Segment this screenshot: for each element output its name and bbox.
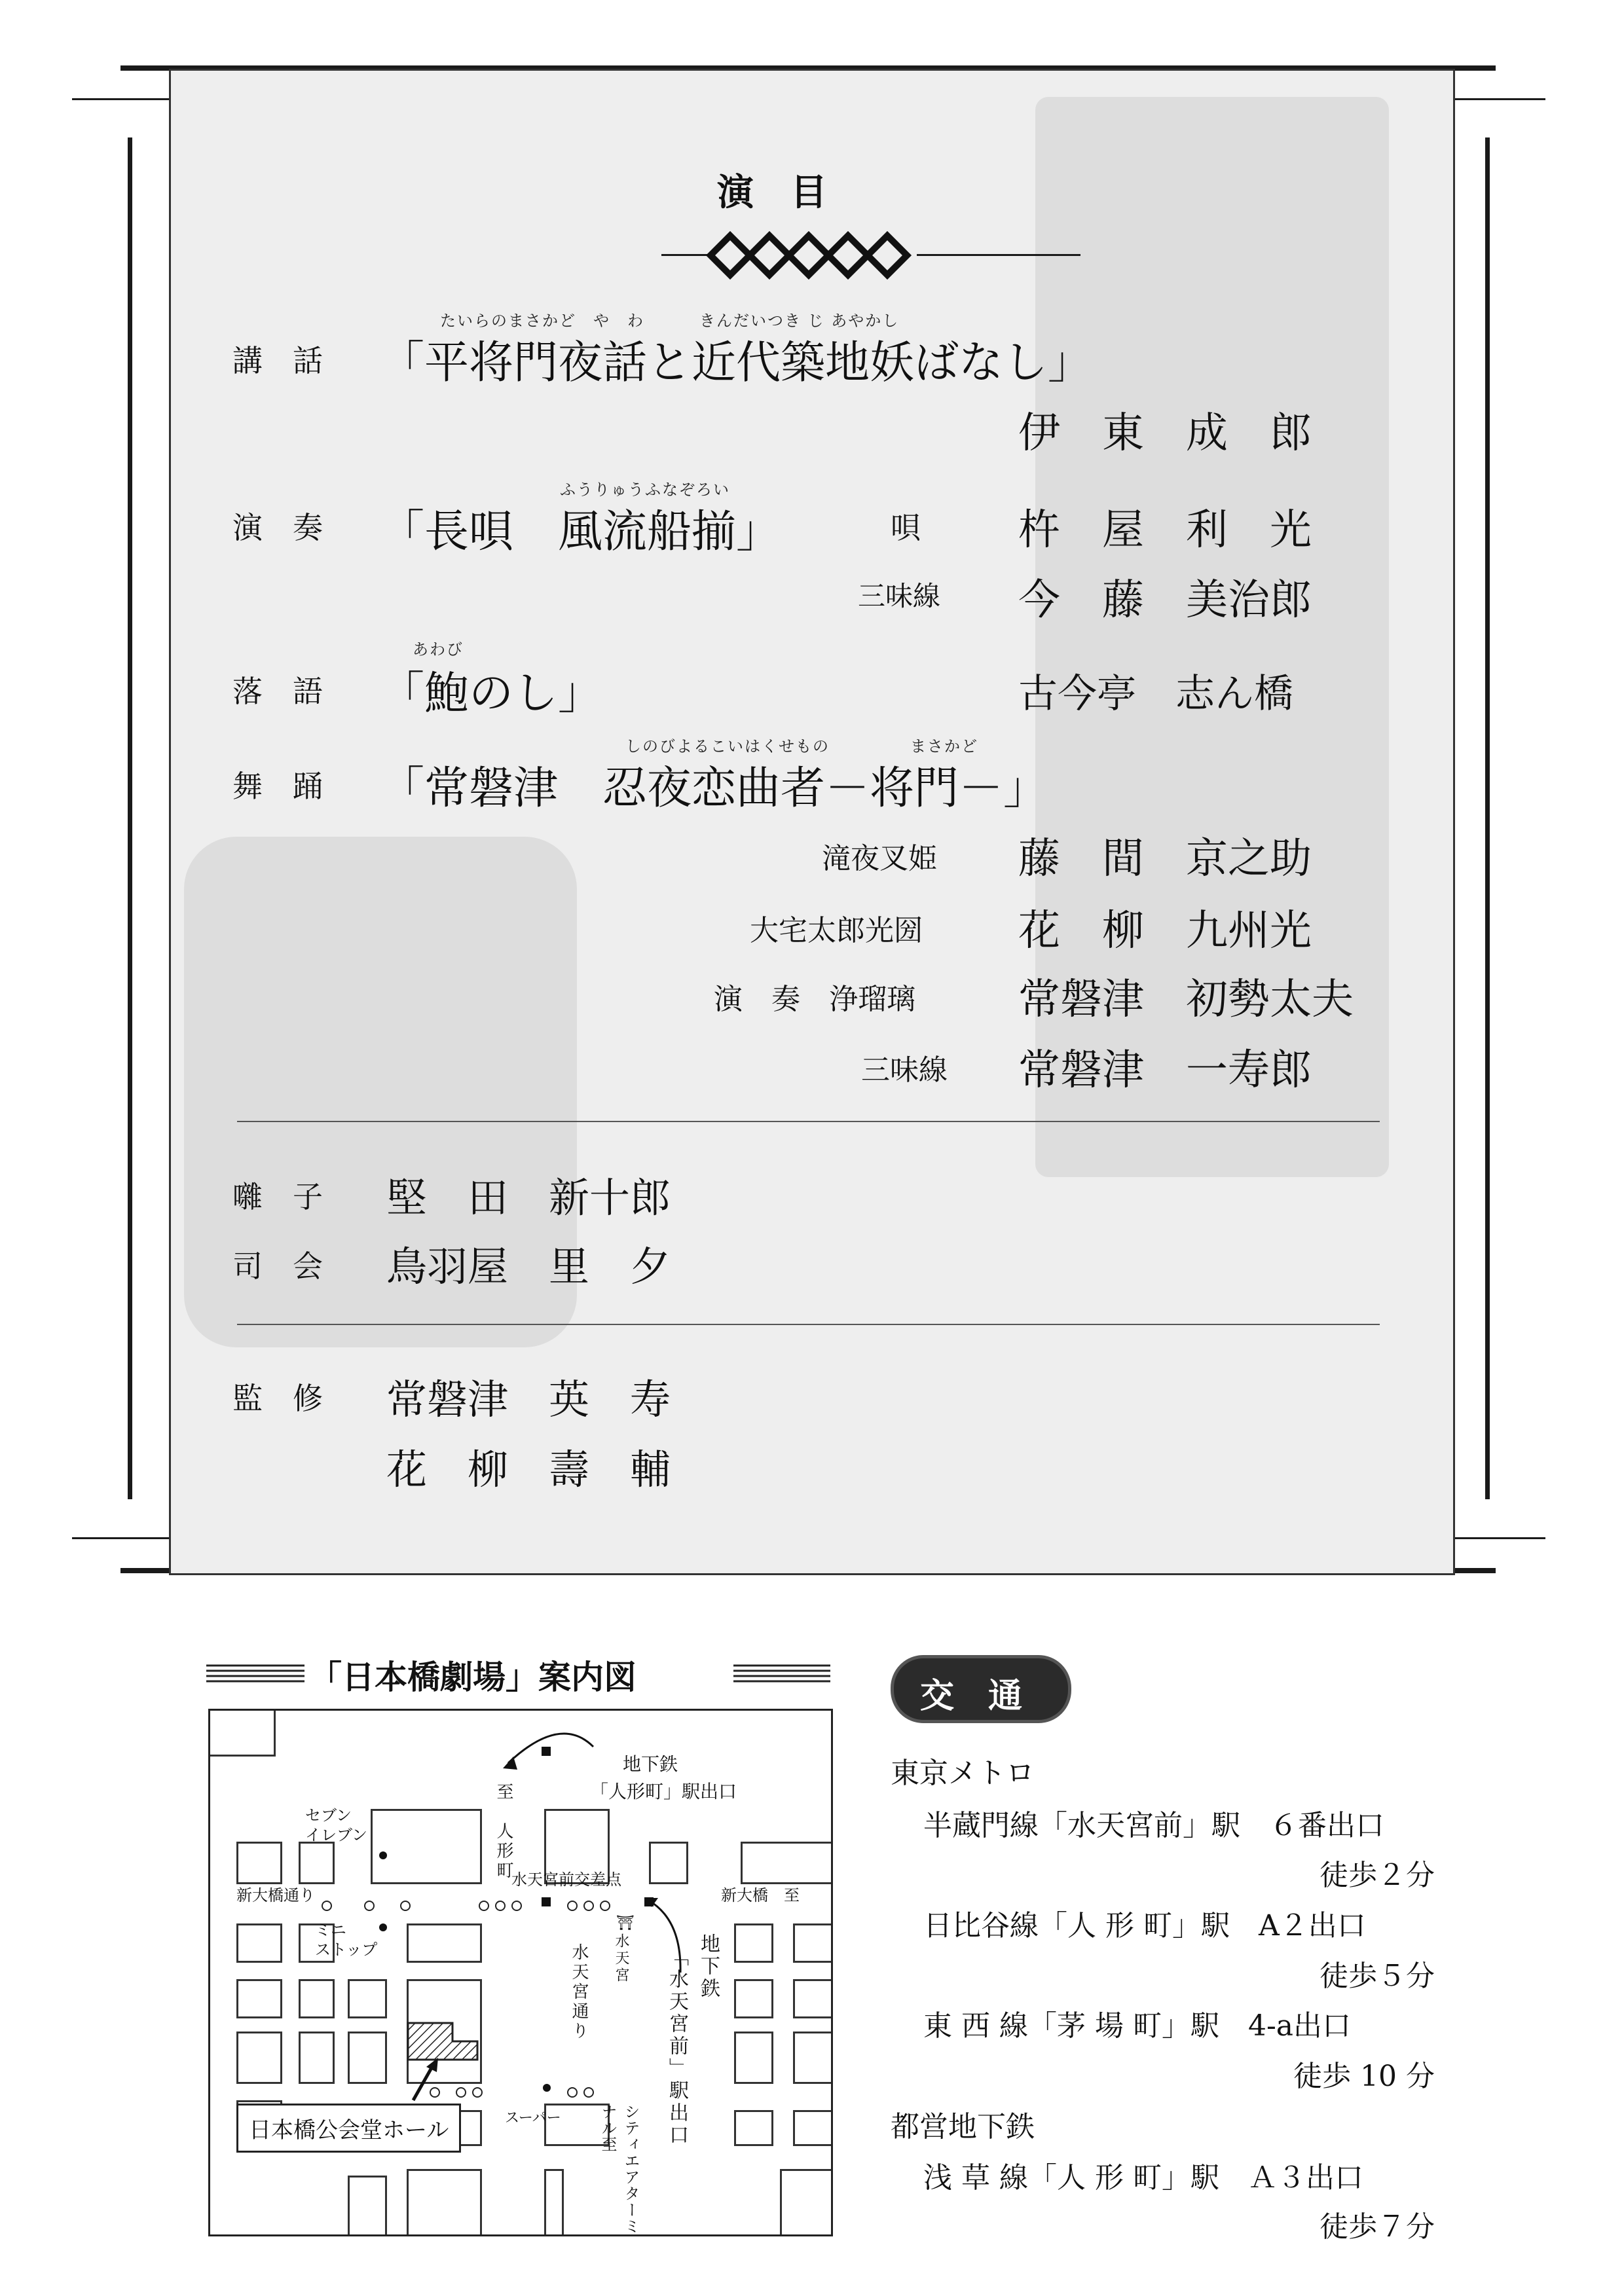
subway-route-dot — [511, 1901, 522, 1911]
map-block — [348, 1979, 387, 2018]
subway-route-dot — [364, 1901, 375, 1911]
map-label-shin-ohashi-dori: 新大橋通り — [236, 1886, 315, 1904]
transport-line-10: 徒歩７分 — [1320, 2210, 1435, 2244]
item2-performer-2: 今 藤 美治郎 — [1018, 576, 1312, 625]
suitengumae-exit-arrow-icon — [642, 1894, 695, 1979]
map-marker-exit — [542, 1747, 551, 1756]
item4-category: 舞 踊 — [232, 769, 323, 804]
map-marker-exit — [542, 1897, 551, 1906]
staff-role-2: 司 会 — [232, 1248, 323, 1284]
map-block — [299, 2032, 335, 2084]
map-marker-exit — [644, 1897, 654, 1906]
item4-title: 「常磐津 忍夜恋曲者－将門－」 — [380, 763, 1048, 814]
map-title-lines-left-icon — [206, 1663, 304, 1683]
map-block — [236, 2032, 282, 2084]
transport-line-6: 東 西 線「茅 場 町」駅 4-a出口 — [923, 2009, 1352, 2043]
subway-route-dot — [400, 1901, 411, 1911]
subway-route-dot — [583, 2087, 594, 2098]
map-label-suitengu-dori: 水天宮通り — [569, 1943, 589, 2041]
heading-ornament-icon — [704, 229, 920, 282]
item4-performer-3: 常磐津 初勢太夫 — [1018, 975, 1354, 1024]
map-block — [793, 2032, 833, 2084]
map-label-hall: 日本橋公会堂ホール — [236, 2104, 461, 2153]
map-label-shin-ohashi-to: 新大橋 至 — [721, 1886, 800, 1904]
transport-heading: 交 通 — [920, 1677, 1023, 1716]
transport-line-9: 浅 草 線「人 形 町」駅 Ａ３出口 — [923, 2161, 1363, 2195]
program-panel — [169, 69, 1455, 1575]
map-block — [793, 1979, 833, 2018]
map-label-city-air-terminal: シティエアターミナル至 — [599, 2104, 640, 2234]
subway-route-dot — [583, 1901, 594, 1911]
item4-role-1: 滝夜叉姫 — [822, 842, 937, 875]
subway-route-dot — [479, 1901, 489, 1911]
supervision-name-2: 花 柳 壽 輔 — [386, 1446, 671, 1493]
subway-route-dot — [456, 2087, 466, 2098]
map-block — [793, 2110, 833, 2146]
supervision-role: 監 修 — [232, 1381, 323, 1416]
map-block — [208, 1709, 276, 1757]
map-block — [734, 2032, 773, 2084]
hall-pointer-arrow-icon — [407, 2058, 446, 2104]
map-title-lines-right-icon — [733, 1663, 830, 1683]
map-label-ningyocho-exit: 「人形町」駅出口 — [590, 1781, 737, 1802]
map-label-suitengumae-exit: 「水天宮前」駅出口 — [665, 1946, 688, 2147]
item3-performer-1: 古今亭 志ん橋 — [1018, 671, 1293, 717]
map-block — [649, 1842, 688, 1884]
map-block — [299, 1842, 335, 1884]
item1-ruby-1: たいらのまさかど や わ — [440, 312, 644, 330]
transport-line-4: 日比谷線「人 形 町」駅 A２出口 — [923, 1909, 1366, 1942]
item4-role-3: 演 奏 浄瑠璃 — [714, 983, 915, 1016]
item3-title: 「鮑のし」 — [380, 668, 603, 720]
item4-performer-4: 常磐津 一寿郎 — [1018, 1046, 1312, 1095]
map-block — [741, 1842, 833, 1884]
map-block — [793, 1923, 833, 1963]
map-block — [780, 2169, 833, 2236]
item2-role-2: 三味線 — [858, 580, 941, 612]
map-label-to-ningyocho: 至 人形町 — [494, 1783, 513, 1881]
frame-left-rule — [128, 137, 132, 1499]
map-label-intersection: 水天宮前交差点 — [511, 1870, 621, 1889]
map-label-subway-ningyocho: 地下鉄 — [623, 1753, 678, 1775]
item4-performer-2: 花 柳 九州光 — [1018, 907, 1312, 955]
map-label-subway2: 地下鉄 — [697, 1933, 720, 2000]
frame-right-rule — [1485, 137, 1490, 1499]
map-block — [407, 1923, 482, 1963]
map-marker-store — [379, 1923, 387, 1931]
subway-route-dot — [567, 1901, 578, 1911]
transport-line-7: 徒歩 10 分 — [1293, 2060, 1435, 2093]
map-block — [407, 2169, 482, 2236]
map-marker-store — [543, 2084, 551, 2092]
map-block — [236, 1923, 282, 1963]
item2-category: 演 奏 — [232, 510, 323, 545]
program-heading: 演 目 — [717, 171, 827, 214]
subway-route-dot — [430, 2087, 440, 2098]
map-block — [734, 1979, 773, 2018]
transport-line-1: 東京メトロ — [891, 1757, 1035, 1790]
transport-line-8: 都営地下鉄 — [891, 2110, 1035, 2143]
item1-performer-1: 伊 東 成 郎 — [1018, 409, 1312, 458]
item2-ruby-1: ふうりゅうふなぞろい — [560, 481, 730, 499]
item3-ruby-1: あわび — [413, 640, 464, 659]
item1-ruby-2: きんだいつき じ あやかし — [699, 312, 900, 330]
staff-name-2: 鳥羽屋 里 夕 — [386, 1243, 671, 1290]
item2-role-1: 唄 — [891, 510, 921, 545]
transport-line-3: 徒歩２分 — [1320, 1859, 1435, 1892]
subway-route-dot — [495, 1901, 506, 1911]
map-label-mini-stop: ミニ ストップ — [315, 1921, 378, 1959]
map-label-suitengu: 水天宮 — [613, 1933, 629, 1984]
subway-route-dot — [472, 2087, 483, 2098]
map-block — [348, 2176, 387, 2236]
access-map — [208, 1709, 833, 2236]
map-label-supermarket: スーパー — [505, 2110, 561, 2126]
map-block — [371, 1809, 482, 1884]
shrine-icon: ⛩ — [616, 1915, 635, 1931]
staff-role-1: 囃 子 — [232, 1179, 323, 1214]
map-label-seven-eleven: セブン イレブン — [305, 1806, 368, 1844]
item2-title: 「長唄 風流船揃」 — [380, 506, 781, 558]
map-block — [348, 2032, 387, 2084]
item1-category: 講 話 — [232, 343, 323, 378]
staff-divider-top — [237, 1121, 1380, 1122]
transport-line-5: 徒歩５分 — [1320, 1959, 1435, 1993]
staff-divider-bottom — [237, 1324, 1380, 1325]
heading-rule-right — [917, 254, 1080, 256]
subway-route-dot — [600, 1901, 610, 1911]
item4-performer-1: 藤 間 京之助 — [1018, 835, 1312, 883]
map-block — [299, 1979, 335, 2018]
map-block — [236, 1979, 282, 2018]
item2-performer-1: 杵 屋 利 光 — [1018, 506, 1312, 555]
subway-route-dot — [567, 2087, 578, 2098]
subway-route-dot — [322, 1901, 332, 1911]
item1-title: 「平将門夜話と近代築地妖ばなし」 — [380, 337, 1093, 389]
map-block — [734, 1923, 773, 1963]
item4-ruby-1: しのびよるこいはくせもの — [625, 737, 830, 756]
map-block — [236, 1842, 282, 1884]
map-title: 「日本橋劇場」案内図 — [309, 1658, 637, 1696]
item3-category: 落 語 — [232, 674, 323, 709]
item4-ruby-2: まさかど — [910, 737, 978, 756]
map-marker-store — [379, 1851, 387, 1859]
item4-role-4: 三味線 — [861, 1053, 948, 1087]
supervision-name-1: 常磐津 英 寿 — [386, 1376, 671, 1423]
map-block — [544, 2169, 564, 2236]
map-block — [734, 2110, 773, 2146]
hall-building-icon — [407, 2022, 479, 2061]
staff-name-1: 堅 田 新十郎 — [386, 1174, 671, 1222]
item4-role-2: 大宅太郎光圀 — [750, 914, 923, 947]
transport-line-2: 半蔵門線「水天宮前」駅 ６番出口 — [923, 1809, 1384, 1842]
